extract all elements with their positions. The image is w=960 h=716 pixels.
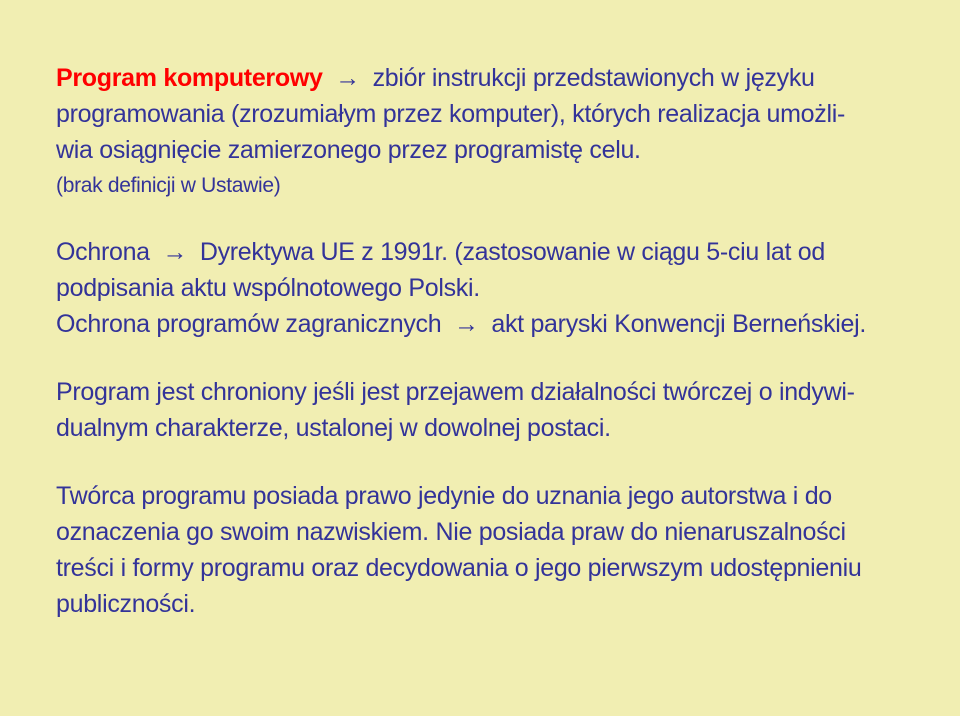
definition-line-2: programowania (zrozumiałym przez komputer), których realizacja umożli- (56, 100, 845, 128)
scope-line-1: Program jest chroniony jeśli jest przejawem działalności twórczej o indywi- (56, 378, 855, 406)
definition-line-3: wia osiągnięcie zamierzonego przez programistę celu. (56, 136, 641, 164)
right-arrow-icon: → (335, 64, 360, 92)
definition-line-1 (56, 60, 930, 96)
scope-line-2: dualnym charakterze, ustalonej w dowolnej postaci. (56, 414, 611, 442)
spacer (56, 446, 930, 478)
author-rights-section (56, 478, 930, 622)
author-rights-line-4: publiczności. (56, 590, 196, 618)
protection-line-1 (56, 234, 930, 270)
foreign-protection-label: Ochrona programów zagranicznych (56, 310, 442, 338)
protection-section (56, 234, 930, 342)
spacer (56, 342, 930, 374)
scope-section (56, 374, 930, 446)
definition-term: Program komputerowy (56, 64, 323, 92)
spacer (56, 204, 930, 234)
definition-text-1: zbiór instrukcji przedstawionych w języku (372, 64, 815, 92)
protection-label: Ochrona (56, 238, 150, 266)
author-rights-line-2: oznaczenia go swoim nazwiskiem. Nie posiada praw do nienaruszalności (56, 518, 846, 546)
protection-line-2: podpisania aktu wspólnotowego Polski. (56, 274, 480, 302)
definition-note: (brak definicji w Ustawie) (56, 174, 281, 197)
foreign-protection-text: akt paryski Konwencji Berneńskiej. (491, 310, 867, 338)
author-rights-line-1: Twórca programu posiada prawo jedynie do uznania jego autorstwa i do (56, 482, 832, 510)
foreign-protection-line (56, 306, 930, 342)
right-arrow-icon: → (162, 238, 188, 266)
protection-text-1: Dyrektywa UE z 1991r. (zastosowanie w ciągu 5-ciu lat od (199, 238, 825, 266)
author-rights-line-3: treści i formy programu oraz decydowania o jego pierwszym udostępnieniu (56, 554, 862, 582)
right-arrow-icon: → (454, 310, 479, 338)
definition-section (56, 60, 930, 204)
